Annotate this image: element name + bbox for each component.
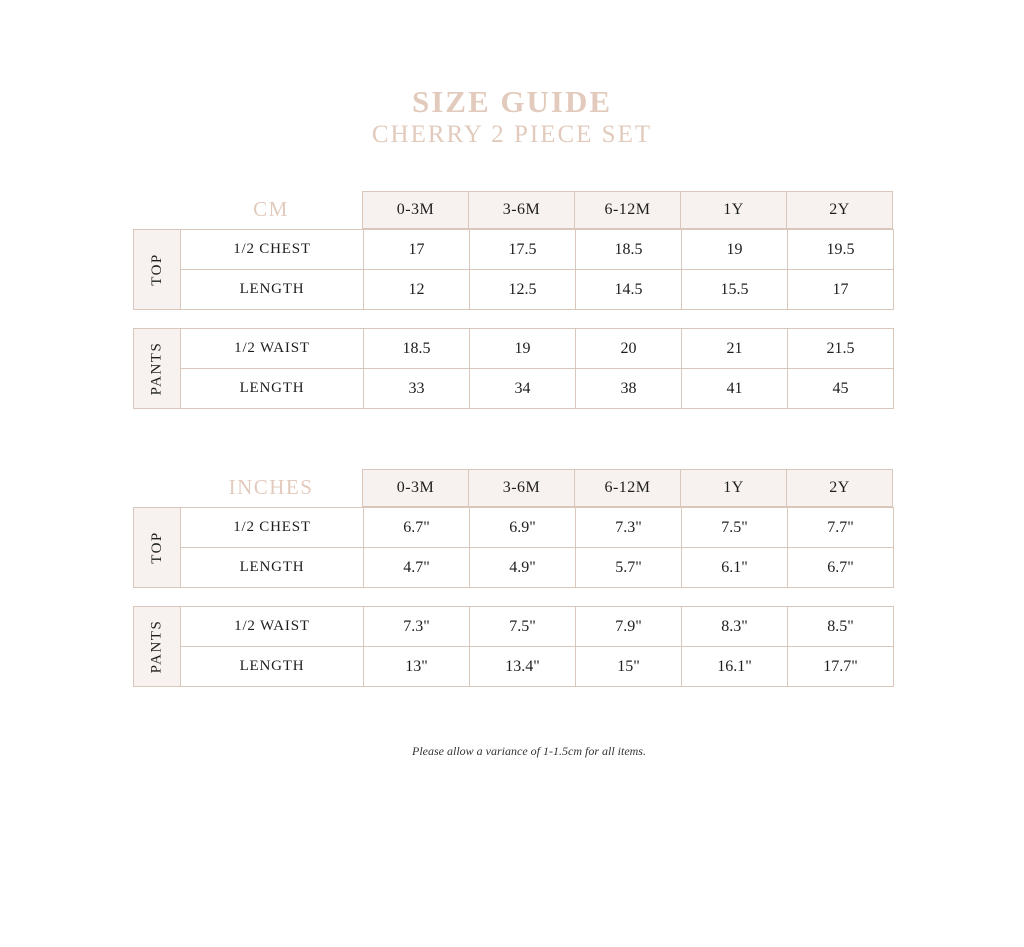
value-cell: 7.3" [576, 508, 682, 547]
inches-size-header [362, 469, 893, 507]
value-cell: 5.7" [576, 548, 682, 587]
table-row [181, 508, 893, 548]
measure-label: 1/2 CHEST [181, 508, 364, 547]
value-cell: 15" [576, 647, 682, 686]
group-label [134, 607, 181, 686]
group-label [134, 329, 181, 408]
value-cell: 13.4" [470, 647, 576, 686]
value-cell: 33 [364, 369, 470, 408]
page-subtitle: CHERRY 2 PIECE SET [371, 121, 653, 148]
size-header-cell: 3-6M [469, 470, 575, 506]
value-cell: 18.5 [576, 230, 682, 269]
value-cell: 16.1" [682, 647, 788, 686]
cm-pants-table [133, 328, 894, 409]
size-header-cell: 0-3M [363, 470, 469, 506]
value-cell: 7.5" [470, 607, 576, 646]
size-header-cell: 1Y [681, 192, 787, 228]
table-row [181, 270, 893, 309]
inches-unit-label: INCHES [228, 475, 314, 499]
inches-pants-table [133, 606, 894, 687]
value-cell: 19 [682, 230, 788, 269]
value-cell: 14.5 [576, 270, 682, 309]
group-label [134, 508, 181, 587]
value-cell: 6.7" [827, 558, 854, 576]
size-header-cell: 2Y [829, 201, 850, 218]
table-row [181, 230, 893, 270]
measure-label: LENGTH [181, 548, 364, 587]
value-cell: 21 [682, 329, 788, 368]
value-cell: 15.5 [682, 270, 788, 309]
value-cell: 12.5 [470, 270, 576, 309]
value-cell: 18.5 [364, 329, 470, 368]
measure-label: 1/2 CHEST [181, 230, 364, 269]
value-cell: 13" [364, 647, 470, 686]
value-cell: 8.5" [827, 617, 854, 635]
value-cell: 17 [364, 230, 470, 269]
value-cell: 6.7" [364, 508, 470, 547]
value-cell: 19 [470, 329, 576, 368]
measure-label: LENGTH [181, 270, 364, 309]
value-cell: 4.7" [364, 548, 470, 587]
value-cell: 8.3" [682, 607, 788, 646]
value-cell: 12 [364, 270, 470, 309]
size-header-cell: 1Y [681, 470, 787, 506]
value-cell: 45 [832, 379, 849, 397]
cm-size-header [362, 191, 893, 229]
value-cell: 38 [576, 369, 682, 408]
value-cell: 17 [832, 280, 849, 298]
variance-note: Please allow a variance of 1-1.5cm for all items. [412, 744, 646, 758]
value-cell: 7.9" [576, 607, 682, 646]
table-row [181, 369, 893, 408]
page-title: SIZE GUIDE [411, 84, 613, 119]
value-cell: 7.5" [682, 508, 788, 547]
value-cell: 4.9" [470, 548, 576, 587]
table-row [181, 607, 893, 647]
group-label-text: PANTS [148, 341, 165, 396]
value-cell: 19.5 [826, 240, 855, 258]
value-cell: 6.1" [682, 548, 788, 587]
cm-unit-label: CM [253, 197, 289, 221]
value-cell: 41 [682, 369, 788, 408]
value-cell: 17.7" [823, 657, 858, 675]
value-cell: 7.7" [827, 518, 854, 536]
value-cell: 6.9" [470, 508, 576, 547]
measure-label: 1/2 WAIST [181, 329, 364, 368]
value-cell: 17.5 [470, 230, 576, 269]
table-row [181, 329, 893, 369]
value-cell: 34 [470, 369, 576, 408]
measure-label: LENGTH [181, 369, 364, 408]
table-row [181, 647, 893, 686]
group-label [134, 230, 181, 309]
measure-label: LENGTH [181, 647, 364, 686]
size-header-cell: 3-6M [469, 192, 575, 228]
group-label-text: TOP [148, 253, 165, 286]
size-header-cell: 6-12M [575, 470, 681, 506]
group-label-text: TOP [148, 531, 165, 564]
size-header-cell: 0-3M [363, 192, 469, 228]
value-cell: 7.3" [364, 607, 470, 646]
table-row [181, 548, 893, 587]
size-header-cell: 6-12M [575, 192, 681, 228]
group-label-text: PANTS [148, 619, 165, 674]
inches-top-table [133, 507, 894, 588]
cm-top-table [133, 229, 894, 310]
value-cell: 21.5 [826, 339, 855, 357]
size-header-cell: 2Y [829, 479, 850, 496]
value-cell: 20 [576, 329, 682, 368]
measure-label: 1/2 WAIST [181, 607, 364, 646]
